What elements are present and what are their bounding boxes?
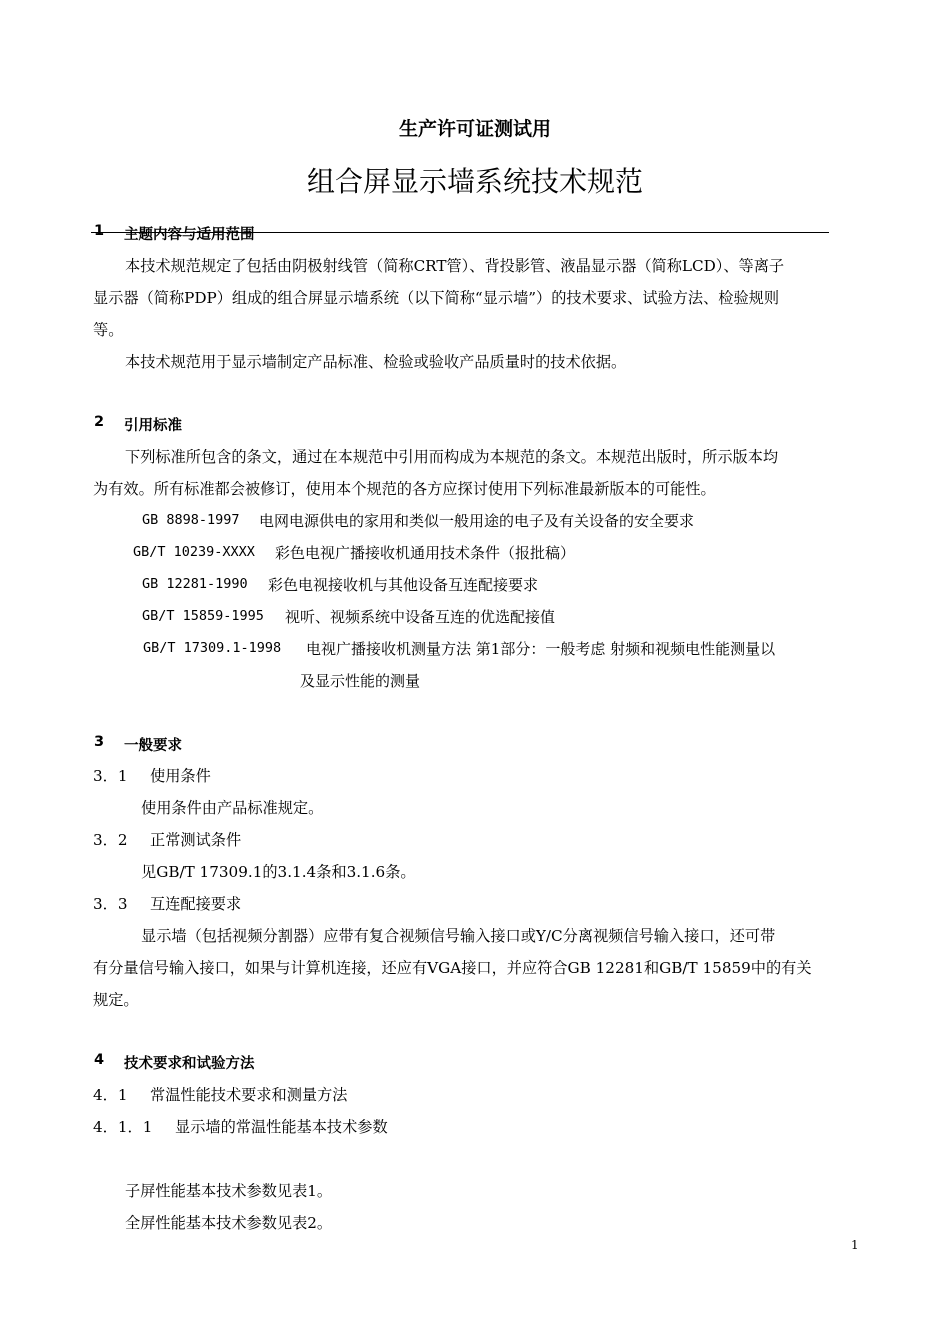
section-2-paragraph-line-2: 为有效。所有标准都会被修订，使用本个规范的各方应探讨使用下列标准最新版本的可能性。 bbox=[93, 480, 716, 498]
reference-code: GB 8898-1997 bbox=[142, 512, 240, 528]
subsection-3-3-title: 互连配接要求 bbox=[150, 895, 242, 913]
reference-title-continued: 及显示性能的测量 bbox=[300, 672, 421, 690]
subsection-4-1-1-title: 显示墙的常温性能基本技术参数 bbox=[175, 1118, 388, 1136]
reference-code: GB/T 15859-1995 bbox=[142, 608, 264, 624]
subsection-3-1-number: 3．1 bbox=[93, 767, 128, 785]
page-number: 1 bbox=[851, 1238, 859, 1252]
section-1-paragraph-1-line-1: 本技术规范规定了包括由阴极射线管（简称CRT管）、背投影管、液晶显示器（简称LCD）、等离子 bbox=[125, 257, 785, 275]
reference-code: GB 12281-1990 bbox=[142, 576, 248, 592]
subsection-3-2-number: 3．2 bbox=[93, 831, 128, 849]
subsection-3-3-line-2: 有分量信号输入接口，如果与计算机连接，还应有VGA接口，并应符合GB 12281和GB/T 15859中的有关 bbox=[93, 959, 812, 977]
subsection-3-3-line-3: 规定。 bbox=[93, 991, 139, 1009]
section-1-title: 主题内容与适用范围 bbox=[124, 227, 255, 243]
section-1-paragraph-2: 本技术规范用于显示墙制定产品标准、检验或验收产品质量时的技术依据。 bbox=[125, 353, 627, 371]
section-3-title: 一般要求 bbox=[124, 738, 182, 754]
reference-code: GB/T 17309.1-1998 bbox=[143, 640, 282, 656]
reference-title: 视听、视频系统中设备互连的优选配接值 bbox=[285, 608, 556, 626]
subsection-3-1-text: 使用条件由产品标准规定。 bbox=[141, 799, 324, 817]
section-2-number: 2 bbox=[94, 414, 105, 430]
reference-code: GB/T 10239-XXXX bbox=[133, 544, 255, 560]
section-2-title: 引用标准 bbox=[124, 418, 182, 434]
section-1-paragraph-1-line-3: 等。 bbox=[93, 321, 124, 339]
section-4-number: 4 bbox=[94, 1052, 105, 1068]
subsection-3-2-title: 正常测试条件 bbox=[150, 831, 242, 849]
section-1-number: 1 bbox=[94, 223, 105, 239]
subsection-4-1-title: 常温性能技术要求和测量方法 bbox=[150, 1086, 348, 1104]
document-subtitle: 生产许可证测试用 bbox=[398, 118, 551, 140]
document-title: 组合屏显示墙系统技术规范 bbox=[306, 165, 643, 198]
section-4-title: 技术要求和试验方法 bbox=[124, 1056, 255, 1072]
subsection-3-2-text: 见GB/T 17309.1的3.1.4条和3.1.6条。 bbox=[141, 863, 416, 881]
subsection-3-3-line-1: 显示墙（包括视频分割器）应带有复合视频信号输入接口或Y/C分离视频信号输入接口，还可带 bbox=[141, 927, 776, 945]
reference-title: 电网电源供电的家用和类似一般用途的电子及有关设备的安全要求 bbox=[259, 512, 695, 530]
table-1-reference: 子屏性能基本技术参数见表1。 bbox=[125, 1182, 333, 1200]
subsection-3-1-title: 使用条件 bbox=[150, 767, 211, 785]
subsection-3-3-number: 3．3 bbox=[93, 895, 128, 913]
table-2-reference: 全屏性能基本技术参数见表2。 bbox=[125, 1214, 333, 1232]
section-2-paragraph-line-1: 下列标准所包含的条文，通过在本规范中引用而构成为本规范的条文。本规范出版时，所示版本均 bbox=[125, 448, 779, 466]
subsection-4-1-number: 4．1 bbox=[93, 1086, 128, 1104]
reference-title: 电视广播接收机测量方法 第1部分：一般考虑 射频和视频电性能测量以 bbox=[306, 640, 776, 658]
section-3-number: 3 bbox=[94, 734, 105, 750]
section-1-paragraph-1-line-2: 显示器（简称PDP）组成的组合屏显示墙系统（以下简称“显示墙”）的技术要求、试验方法、检验规则 bbox=[93, 289, 780, 307]
subsection-4-1-1-number: 4．1．1 bbox=[93, 1118, 153, 1136]
reference-title: 彩色电视广播接收机通用技术条件（报批稿） bbox=[275, 544, 576, 562]
reference-title: 彩色电视接收机与其他设备互连配接要求 bbox=[268, 576, 539, 594]
